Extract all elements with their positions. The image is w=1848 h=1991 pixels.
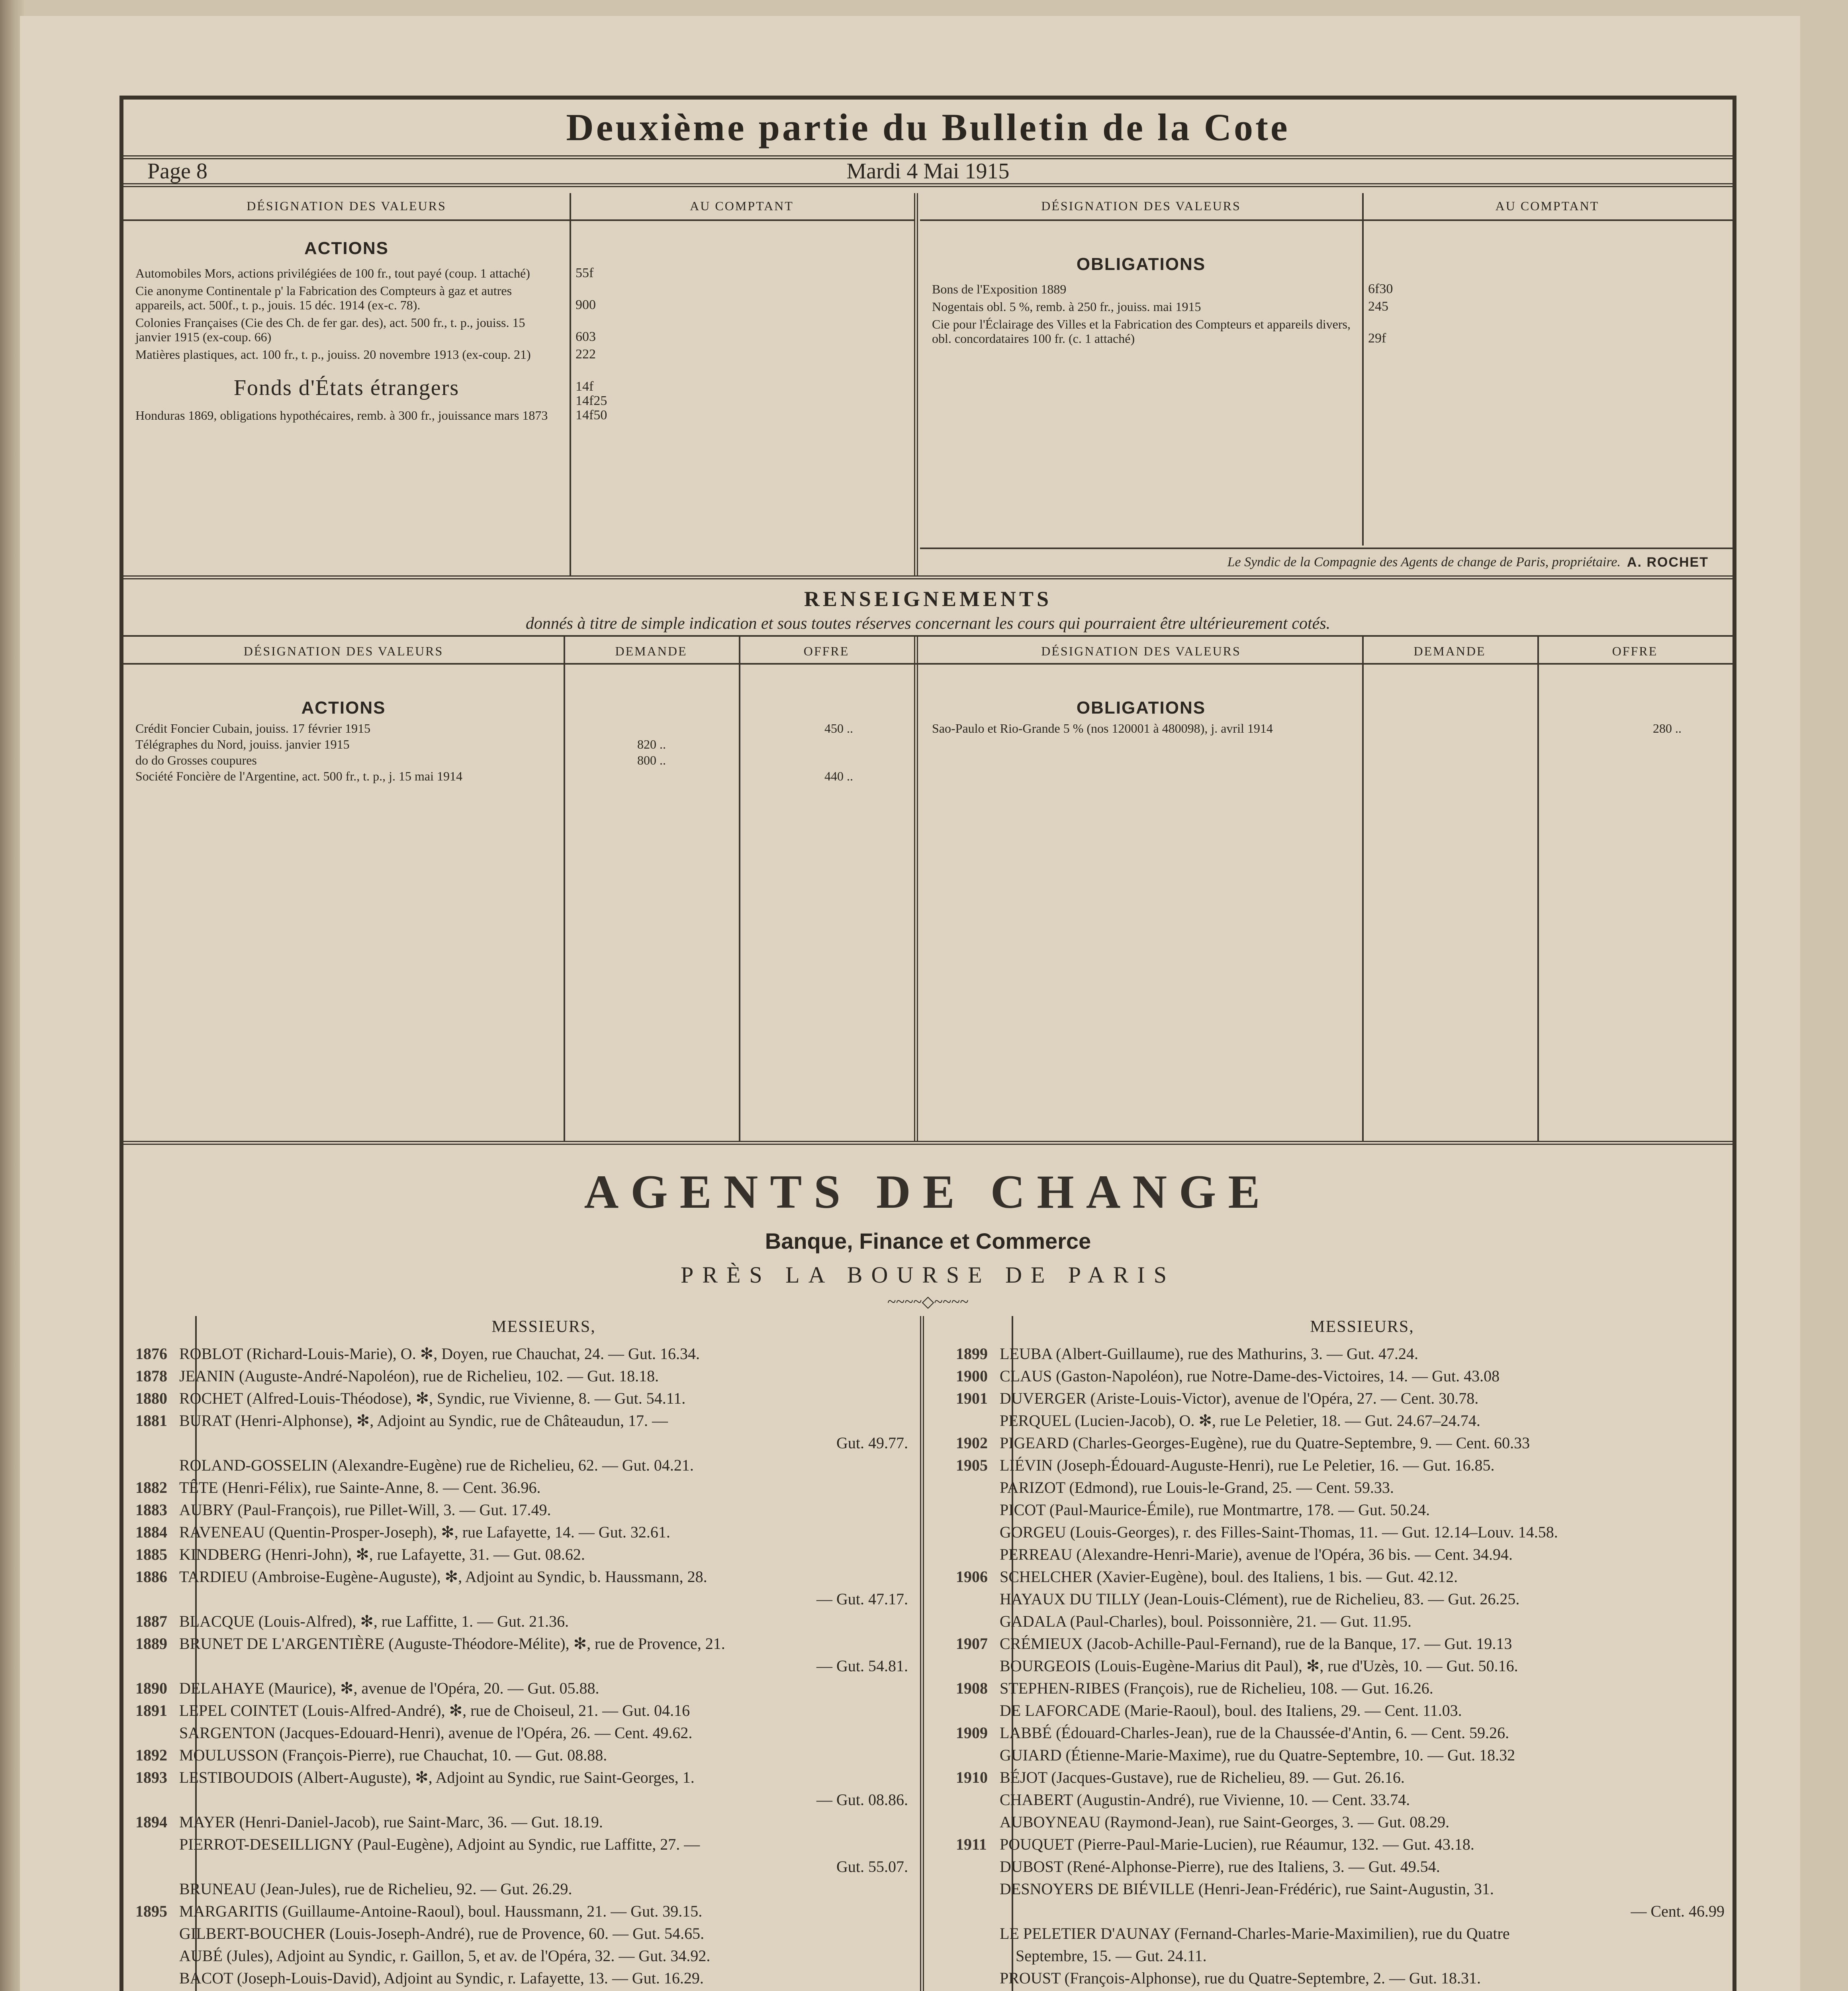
agent-entry: [123, 1633, 916, 1655]
bulletin-page: [119, 96, 1736, 1991]
cote-item-text: Cie anonyme Continentale p' la Fabrication des Compteurs à gaz et autres appareils, act. 500f., t. p., jouis. 15 déc. 1914 (ex-c. 78).: [135, 284, 512, 313]
agent-text: BRUNET DE L'ARGENTIÈRE (Auguste-Théodore-Mélite), ✻, rue de Provence, 21.: [179, 1634, 725, 1653]
agent-text: MOULUSSON (François-Pierre), rue Chauchat, 10. — Gut. 08.88.: [179, 1746, 607, 1764]
rens-row-offre: 450 ..: [824, 721, 853, 735]
agent-text: AUBÉ (Jules), Adjoint au Syndic, r. Gaillon, 5, et av. de l'Opéra, 32. — Gut. 34.92.: [179, 1946, 711, 1965]
agent-year: 1886: [135, 1567, 167, 1586]
agent-entry: [944, 1878, 1732, 1900]
agent-text: LEUBA (Albert-Guillaume), rue des Mathurins, 3. — Gut. 47.24.: [1000, 1344, 1418, 1363]
agent-text: BOURGEOIS (Louis-Eugène-Marius dit Paul), ✻, rue d'Uzès, 10. — Gut. 50.16.: [1000, 1657, 1518, 1675]
agent-text: GADALA (Paul-Charles), boul. Poissonnière, 21. — Gut. 11.95.: [1000, 1612, 1411, 1630]
cote-item: [123, 347, 596, 362]
agents-bourse-line: PRÈS LA BOURSE DE PARIS: [681, 1261, 1175, 1288]
agent-text: BURAT (Henri-Alphonse), ✻, Adjoint au Syndic, rue de Châteaudun, 17. —: [179, 1411, 668, 1430]
agent-year: [123, 1945, 179, 1967]
agent-entry: [123, 1677, 916, 1700]
agent-text: GUIARD (Étienne-Marie-Maxime), rue du Quatre-Septembre, 10. — Gut. 18.32: [1000, 1746, 1515, 1764]
agents-subtitle: Banque, Finance et Commerce: [765, 1228, 1091, 1254]
agent-entry: [944, 1343, 1732, 1365]
agents-columns: [123, 1316, 1732, 1991]
agent-text: PIERROT-DESEILLIGNY (Paul-Eugène), Adjoint au Syndic, rue Laffitte, 27. —: [179, 1835, 700, 1853]
agent-text: ROCHET (Alfred-Louis-Théodose), ✻, Syndic, rue Vivienne, 8. — Gut. 54.11.: [179, 1389, 686, 1407]
agents-right-column: [944, 1316, 1732, 1991]
agent-year: 1907: [956, 1634, 988, 1653]
agent-entry: [123, 1833, 916, 1856]
agent-entry: [944, 1789, 1732, 1811]
agent-text: — Gut. 08.86.: [816, 1790, 908, 1809]
rens-row-text: Télégraphes du Nord, jouiss. janvier 1915: [135, 737, 350, 751]
agent-year: 1910: [956, 1768, 988, 1786]
agent-entry: [123, 1499, 916, 1521]
agent-text: STEPHEN-RIBES (François), rue de Richelieu, 108. — Gut. 16.26.: [1000, 1679, 1433, 1697]
rens-row: [123, 720, 914, 736]
agent-entry: [944, 1900, 1732, 1923]
left-cote-panel: [123, 193, 914, 575]
agent-text: POUQUET (Pierre-Paul-Marie-Lucien), rue Réaumur, 132. — Gut. 43.18.: [1000, 1835, 1474, 1853]
agent-text: — Cent. 46.99: [1631, 1902, 1725, 1920]
rh-designation-right: DÉSIGNATION DES VALEURS: [1041, 644, 1241, 658]
agent-entry: [944, 1700, 1732, 1722]
rens-row-text: Crédit Foncier Cubain, jouiss. 17 février 1915: [135, 721, 371, 735]
agent-text: — Gut. 47.17.: [816, 1590, 908, 1608]
agents-de-change-section: [123, 1141, 1732, 1991]
agent-text: PERREAU (Alexandre-Henri-Marie), avenue de l'Opéra, 36 bis. — Cent. 34.94.: [1000, 1545, 1513, 1563]
agent-entry: [123, 1744, 916, 1766]
cote-item: [123, 284, 596, 313]
agent-text: PERQUEL (Lucien-Jacob), O. ✻, rue Le Peletier, 18. — Gut. 24.67–24.74.: [1000, 1411, 1480, 1430]
rens-row-text: Sao-Paulo et Rio-Grande 5 % (nos 120001 à 480098), j. avril 1914: [932, 721, 1273, 735]
agent-entry: [944, 1454, 1732, 1477]
agent-text: — Gut. 54.81.: [816, 1657, 908, 1675]
agent-text: JEANIN (Auguste-André-Napoléon), rue de Richelieu, 102. — Gut. 18.18.: [179, 1367, 659, 1385]
agent-text: DESNOYERS DE BIÉVILLE (Henri-Jean-Frédéric), rue Saint-Augustin, 31.: [1000, 1880, 1494, 1898]
agent-year: [944, 1789, 1000, 1811]
agent-year: [944, 1811, 1000, 1833]
agent-year: 1892: [135, 1746, 167, 1764]
agent-entry: [123, 1878, 916, 1900]
agent-year: 1899: [956, 1344, 988, 1363]
cote-item: [123, 266, 594, 281]
cote-item-text: Matières plastiques, act. 100 fr., t. p., jouiss. 20 novembre 1913 (ex-coup. 21): [135, 347, 531, 362]
agent-entry: [944, 1566, 1732, 1588]
cote-item-value: 55f: [576, 266, 594, 281]
rens-row: [123, 768, 914, 784]
agent-year: [123, 1989, 179, 1991]
agent-text: [179, 1989, 916, 1991]
right-column-headers: [920, 193, 1732, 221]
header-comptant: AU COMPTANT: [690, 199, 794, 213]
agent-entry: [123, 1410, 916, 1432]
agent-entry: [123, 1700, 916, 1722]
rens-row: [123, 752, 914, 768]
cote-item-text: Bons de l'Exposition 1889: [932, 282, 1067, 297]
cote-item-value: 603: [576, 329, 596, 344]
agent-text: PIGEARD (Charles-Georges-Eugène), rue du Quatre-Septembre, 9. — Cent. 60.33: [1000, 1434, 1530, 1452]
cote-item: [123, 315, 596, 344]
agent-text: TARDIEU (Ambroise-Eugène-Auguste), ✻, Adjoint au Syndic, b. Haussmann, 28.: [179, 1567, 707, 1586]
agent-entry: [944, 1655, 1732, 1677]
proprietor-name: A. ROCHET: [1627, 554, 1709, 570]
rh-demande-right: DEMANDE: [1413, 644, 1486, 658]
rens-section-obligations: OBLIGATIONS: [1076, 698, 1206, 718]
agent-entry: [123, 1566, 916, 1588]
agent-entry: [944, 1432, 1732, 1454]
cote-item-value: 29f: [1368, 331, 1386, 346]
agent-year: 1901: [956, 1389, 988, 1407]
agent-entry: [123, 1967, 916, 1989]
agent-text: DUVERGER (Ariste-Louis-Victor), avenue de l'Opéra, 27. — Cent. 30.78.: [1000, 1389, 1479, 1407]
header-designation-right: DÉSIGNATION DES VALEURS: [1041, 199, 1241, 213]
rens-row-demande: 800 ..: [637, 753, 666, 767]
right-cote-panel: [920, 193, 1732, 575]
cote-item-value: 222: [576, 347, 596, 362]
agent-year: [123, 1878, 179, 1900]
agent-year: [123, 1655, 179, 1677]
cote-item: [920, 282, 1393, 297]
agent-year: 1878: [135, 1367, 167, 1385]
agent-entry: [944, 1543, 1732, 1566]
ornament-rule: ~~~~◇~~~~: [887, 1293, 969, 1311]
agent-text: AUBRY (Paul-François), rue Pillet-Will, 3. — Gut. 17.49.: [179, 1500, 551, 1519]
agent-year: [944, 1900, 1000, 1923]
agent-text: BACOT (Joseph-Louis-David), Adjoint au Syndic, r. Lafayette, 13. — Gut. 16.29.: [179, 1969, 704, 1987]
agent-entry: [944, 1811, 1732, 1833]
agent-year: 1908: [956, 1679, 988, 1697]
agent-year: 1889: [135, 1634, 167, 1653]
section-actions: ACTIONS: [304, 239, 389, 258]
agent-year: [944, 1521, 1000, 1543]
rens-row-offre: 440 ..: [824, 769, 853, 783]
agent-entry: [123, 1989, 916, 1991]
agent-text: PICOT (Paul-Maurice-Émile), rue Montmartre, 178. — Gut. 50.24.: [1000, 1500, 1430, 1519]
agent-year: 1884: [135, 1523, 167, 1541]
rens-row-text: do do Grosses coupures: [135, 753, 257, 767]
agent-entry: [123, 1945, 916, 1967]
right-items-list: [920, 282, 1732, 346]
cote-item-text: Nogentais obl. 5 %, remb. à 250 fr., jouiss. mai 1915: [932, 299, 1201, 314]
agent-year: [944, 1744, 1000, 1766]
renseignements-table: [123, 635, 1732, 1141]
agent-entry: [123, 1856, 916, 1878]
agent-year: 1880: [135, 1389, 167, 1407]
agent-text: CLAUS (Gaston-Napoléon), rue Notre-Dame-des-Victoires, 14. — Gut. 43.08: [1000, 1367, 1500, 1385]
agent-entry: [123, 1432, 916, 1454]
agent-year: [944, 1543, 1000, 1566]
agent-entry: [123, 1387, 916, 1410]
section-obligations: OBLIGATIONS: [1076, 254, 1206, 274]
cote-item-value: 900: [576, 297, 596, 313]
agent-year: 1902: [956, 1434, 988, 1452]
agent-text: SARGENTON (Jacques-Edouard-Henri), avenue de l'Opéra, 26. — Cent. 49.62.: [179, 1723, 693, 1742]
agent-year: [123, 1833, 179, 1856]
agent-entry: [944, 1410, 1732, 1432]
agent-entry: [944, 1365, 1732, 1387]
agent-text: LESTIBOUDOIS (Albert-Auguste), ✻, Adjoint au Syndic, rue Saint-Georges, 1.: [179, 1768, 695, 1786]
agent-text: Gut. 49.77.: [836, 1434, 908, 1452]
agent-text: BLACQUE (Louis-Alfred), ✻, rue Laffitte, 1. — Gut. 21.36.: [179, 1612, 569, 1630]
agent-entry: [123, 1477, 916, 1499]
agent-year: [944, 1856, 1000, 1878]
agent-year: 1909: [956, 1723, 988, 1742]
rh-offre-right: OFFRE: [1612, 644, 1658, 658]
agent-entry: [944, 1856, 1732, 1878]
agent-text: LE PELETIER D'AUNAY (Fernand-Charles-Marie-Maximilien), rue du Quatre: [1000, 1924, 1510, 1942]
agents-title: AGENTS DE CHANGE: [584, 1165, 1272, 1218]
agent-year: [944, 1588, 1000, 1610]
agent-entry: [123, 1789, 916, 1811]
proprietor-note: [920, 548, 1732, 575]
agent-text: CHABERT (Augustin-André), rue Vivienne, 10. — Cent. 33.74.: [1000, 1790, 1410, 1809]
rens-left-rows: [123, 720, 914, 784]
cote-item: [920, 317, 1386, 346]
agent-text: TÊTE (Henri-Félix), rue Sainte-Anne, 8. — Cent. 36.96.: [179, 1478, 541, 1496]
cote-item-text: Cie pour l'Éclairage des Villes et la Fabrication des Compteurs et appareils divers, obl. concordataires 100 fr. (c. 1 attaché): [932, 317, 1351, 346]
rens-row-offre: 280 ..: [1653, 721, 1682, 735]
agent-text: CRÉMIEUX (Jacob-Achille-Paul-Fernand), rue de la Banque, 17. — Gut. 19.13: [1000, 1634, 1512, 1653]
agent-year: 1893: [135, 1768, 167, 1786]
agent-entry: [123, 1588, 916, 1610]
agent-year: [123, 1856, 179, 1878]
agent-year: 1890: [135, 1679, 167, 1697]
agent-text: DE LAFORCADE (Marie-Raoul), boul. des Italiens, 29. — Cent. 11.03.: [1000, 1701, 1462, 1719]
rens-row: [123, 736, 914, 752]
agent-year: [123, 1588, 179, 1610]
agent-year: [123, 1454, 179, 1477]
agent-entry: [944, 1477, 1732, 1499]
agent-year: [123, 1967, 179, 1989]
agent-text: [1000, 1989, 1732, 1991]
agent-entry: [944, 1677, 1732, 1700]
page-info-row: [123, 159, 1732, 187]
agent-text: PROUST (François-Alphonse), rue du Quatre-Septembre, 2. — Gut. 18.31.: [1000, 1969, 1481, 1987]
agent-text: HAYAUX DU TILLY (Jean-Louis-Clément), rue de Richelieu, 83. — Gut. 26.25.: [1000, 1590, 1520, 1608]
cote-item: [920, 299, 1388, 314]
agent-entry: [123, 1365, 916, 1387]
agent-year: [944, 1610, 1000, 1633]
cote-item-text: Honduras 1869, obligations hypothécaires, remb. à 300 fr., jouissance mars 1873: [135, 408, 548, 422]
header-designation: DÉSIGNATION DES VALEURS: [247, 199, 446, 213]
agent-entry: [123, 1610, 916, 1633]
issue-date: Mardi 4 Mai 1915: [846, 158, 1010, 184]
agent-year: [944, 1410, 1000, 1432]
agent-entry: [123, 1521, 916, 1543]
section-fonds-etrangers: Fonds d'États étrangers: [233, 376, 460, 401]
agent-year: 1894: [135, 1813, 167, 1831]
rens-section-actions: ACTIONS: [301, 698, 386, 718]
rh-demande-left: DEMANDE: [615, 644, 687, 658]
agent-year: [944, 1477, 1000, 1499]
agent-entry: [123, 1543, 916, 1566]
agent-text: RAVENEAU (Quentin-Prosper-Joseph), ✻, rue Lafayette, 14. — Gut. 32.61.: [179, 1523, 670, 1541]
agent-year: [123, 1789, 179, 1811]
agent-year: [123, 1923, 179, 1945]
agent-year: [944, 1945, 1000, 1967]
agent-entry: [944, 1610, 1732, 1633]
agent-text: LEPEL COINTET (Louis-Alfred-André), ✻, rue de Choiseul, 21. — Gut. 04.16: [179, 1701, 690, 1719]
renseignements-title: RENSEIGNEMENTS: [804, 587, 1052, 611]
agent-entry: [123, 1811, 916, 1833]
agent-entry: [123, 1923, 916, 1945]
left-items-list: [123, 266, 914, 362]
agent-text: SCHELCHER (Xavier-Eugène), boul. des Italiens, 1 bis. — Gut. 42.12.: [1000, 1567, 1458, 1586]
agent-entry: [123, 1343, 916, 1365]
agent-year: 1885: [135, 1545, 167, 1563]
agent-entry: [944, 1722, 1732, 1744]
cote-item-text: Automobiles Mors, actions privilégiées de 100 fr., tout payé (coup. 1 attaché): [135, 266, 530, 281]
agent-text: LABBÉ (Édouard-Charles-Jean), rue de la Chaussée-d'Antin, 6. — Cent. 59.26.: [1000, 1723, 1509, 1742]
agent-text: BRUNEAU (Jean-Jules), rue de Richelieu, 92. — Gut. 26.29.: [179, 1880, 572, 1898]
agent-text: Gut. 55.07.: [836, 1857, 908, 1876]
agent-year: [944, 1967, 1000, 1989]
agent-year: [123, 1722, 179, 1744]
agent-text: ROBLOT (Richard-Louis-Marie), O. ✻, Doyen, rue Chauchat, 24. — Gut. 16.34.: [179, 1344, 700, 1363]
agent-entry: [944, 1588, 1732, 1610]
cote-item-value: 14f 14f25 14f50: [576, 379, 607, 422]
agent-year: 1883: [135, 1500, 167, 1519]
agent-text: BÉJOT (Jacques-Gustave), rue de Richelieu, 89. — Gut. 26.16.: [1000, 1768, 1405, 1786]
agent-year: 1887: [135, 1612, 167, 1630]
agent-text: GORGEU (Louis-Georges), r. des Filles-Saint-Thomas, 11. — Gut. 12.14–Louv. 14.58.: [1000, 1523, 1558, 1541]
agent-entry: [944, 1766, 1732, 1789]
agent-year: 1876: [135, 1344, 167, 1363]
agent-year: [944, 1499, 1000, 1521]
rh-designation-left: DÉSIGNATION DES VALEURS: [243, 644, 444, 658]
agent-entry: [944, 1633, 1732, 1655]
agent-text: DUBOST (René-Alphonse-Pierre), rue des Italiens, 3. — Gut. 49.54.: [1000, 1857, 1440, 1876]
agent-entry: [123, 1900, 916, 1923]
rens-right-rows: [920, 720, 1732, 736]
rens-row: [920, 720, 1732, 736]
agent-text: KINDBERG (Henri-John), ✻, rue Lafayette, 31. — Gut. 08.62.: [179, 1545, 585, 1563]
agent-year: 1882: [135, 1478, 167, 1496]
agent-entry: [944, 1387, 1732, 1410]
agent-entry: [944, 1521, 1732, 1543]
agent-text: DELAHAYE (Maurice), ✻, avenue de l'Opéra, 20. — Gut. 05.88.: [179, 1679, 599, 1697]
agent-text: GILBERT-BOUCHER (Louis-Joseph-André), rue de Provence, 60. — Gut. 54.65.: [179, 1924, 705, 1942]
agent-year: [944, 1989, 1000, 1991]
agent-entry: [944, 1499, 1732, 1521]
rh-offre-left: OFFRE: [803, 644, 850, 658]
agent-text: MARGARITIS (Guillaume-Antoine-Raoul), boul. Haussmann, 21. — Gut. 39.15.: [179, 1902, 703, 1920]
page-title: Deuxième partie du Bulletin de la Cote: [123, 100, 1732, 159]
messieurs-left: MESSIEURS,: [491, 1318, 596, 1336]
agent-entry: [944, 1945, 1732, 1967]
agent-year: 1891: [135, 1701, 167, 1719]
rens-row-demande: 820 ..: [637, 737, 666, 751]
agent-entry: [944, 1923, 1732, 1945]
agent-entry: [123, 1722, 916, 1744]
agent-entry: [123, 1766, 916, 1789]
rens-row-text: Société Foncière de l'Argentine, act. 500 fr., t. p., j. 15 mai 1914: [135, 769, 462, 783]
page-number: Page 8: [147, 158, 208, 184]
header-comptant-right: AU COMPTANT: [1495, 199, 1599, 213]
agent-text: AUBOYNEAU (Raymond-Jean), rue Saint-Georges, 3. — Gut. 08.29.: [1000, 1813, 1450, 1831]
left-column-headers: [123, 193, 914, 221]
agent-year: [944, 1700, 1000, 1722]
cote-item-value: 245: [1368, 299, 1388, 314]
agent-year: 1900: [956, 1367, 988, 1385]
agent-entry: [944, 1744, 1732, 1766]
renseignements-headers: [123, 637, 1732, 665]
agent-year: [944, 1923, 1000, 1945]
agent-text: MAYER (Henri-Daniel-Jacob), rue Saint-Marc, 36. — Gut. 18.19.: [179, 1813, 603, 1831]
agents-left-column: [123, 1316, 916, 1991]
agent-year: 1906: [956, 1567, 988, 1586]
agent-year: 1911: [956, 1835, 987, 1853]
cote-item-text: Colonies Françaises (Cie des Ch. de fer gar. des), act. 500 fr., t. p., jouiss. 15 janvier 1915 (ex-coup. 66): [135, 315, 525, 344]
proprietor-text: Le Syndic de la Compagnie des Agents de change de Paris, propriétaire.: [1227, 554, 1621, 569]
renseignements-subtitle: donnés à titre de simple indication et sous toutes réserves concernant les cours qui pourraient être ultérieurement cotés.: [525, 614, 1331, 633]
renseignements-section: [123, 575, 1732, 1141]
agent-entry: [123, 1454, 916, 1477]
agent-entry: [944, 1833, 1732, 1856]
messieurs-right: MESSIEURS,: [1310, 1318, 1414, 1336]
agent-entry: [944, 1967, 1732, 1989]
agent-entry: [944, 1989, 1732, 1991]
agent-year: [123, 1432, 179, 1454]
agent-text: ROLAND-GOSSELIN (Alexandre-Eugène) rue de Richelieu, 62. — Gut. 04.21.: [179, 1456, 694, 1474]
agent-year: [944, 1878, 1000, 1900]
agent-year: 1881: [135, 1411, 167, 1430]
agent-year: 1905: [956, 1456, 988, 1474]
agent-text: Septembre, 15. — Gut. 24.11.: [1016, 1946, 1207, 1965]
agent-year: 1895: [135, 1902, 167, 1920]
agent-entry: [123, 1655, 916, 1677]
agent-year: [944, 1655, 1000, 1677]
agent-text: LIÉVIN (Joseph-Édouard-Auguste-Henri), rue Le Peletier, 16. — Gut. 16.85.: [1000, 1456, 1495, 1474]
cote-item-value: 6f30: [1368, 282, 1393, 297]
agent-text: PARIZOT (Edmond), rue Louis-le-Grand, 25. — Cent. 59.33.: [1000, 1478, 1394, 1496]
